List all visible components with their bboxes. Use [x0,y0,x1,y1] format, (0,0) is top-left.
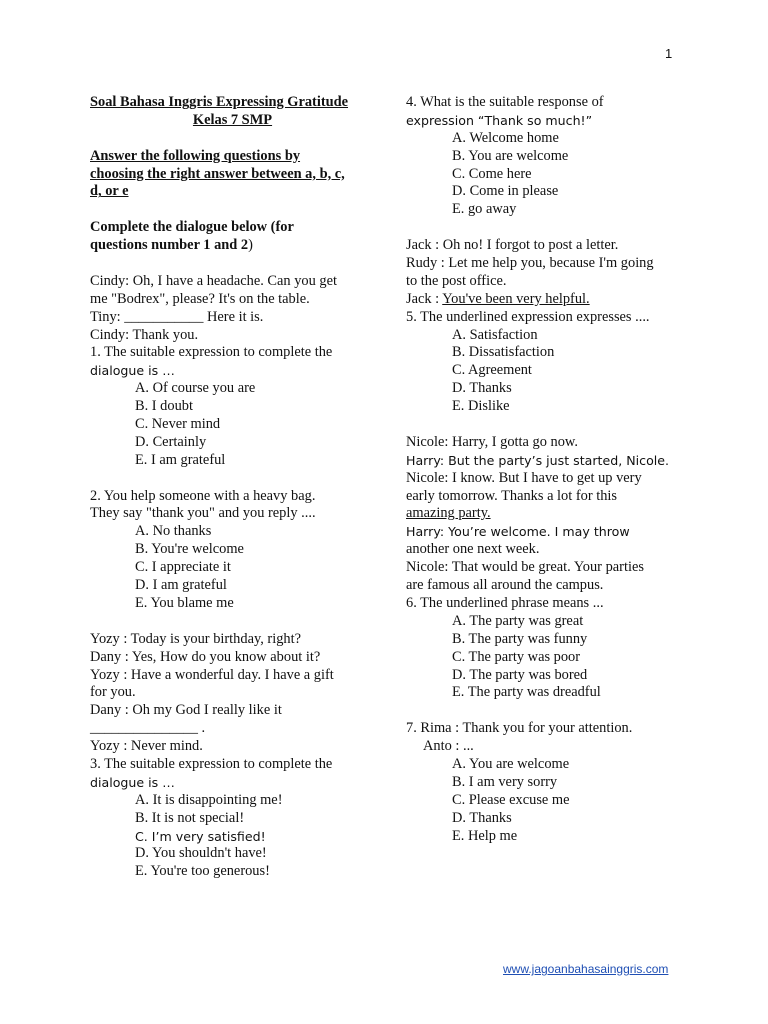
dialogue-line: Harry: But the party’s just started, Nicole. [406,452,670,468]
q6-option-b: B. The party was funny [452,630,588,647]
q3-option-b: B. It is not special! [135,809,245,826]
dialogue-line: Rudy : Let me help you, because I'm going [406,255,654,272]
dialogue-line: Nicole: Harry, I gotta go now. [406,433,578,450]
dialogue-line: Dany : Yes, How do you know about it? [90,648,321,665]
q1-option-a: A. Of course you are [135,380,256,397]
question-5: 5. The underlined expression expresses .... [406,308,650,325]
dialogue-line: Tiny: ___________ Here it is. [90,308,264,325]
q4-option-e: E. go away [452,201,517,218]
instruction-line: Answer the following questions by [90,147,301,164]
question-3: 3. The suitable expression to complete the [90,755,333,772]
q1-option-e: E. I am grateful [135,451,226,468]
question-4: 4. What is the suitable response of [406,94,604,110]
q7-option-e: E. Help me [452,827,518,844]
dialogue-line: Jack : Oh no! I forgot to post a letter. [406,237,619,254]
dialogue-line: Jack : You've been very helpful. [406,290,590,307]
q3-option-e: E. You're too generous! [135,863,270,880]
q2-option-b: B. You're welcome [135,541,244,558]
q5-option-d: D. Thanks [452,380,512,397]
q5-option-c: C. Agreement [452,362,532,379]
q1-option-b: B. I doubt [135,398,193,415]
dialogue-line: Yozy : Today is your birthday, right? [90,630,301,647]
page-number: 1 [665,46,673,61]
q6-option-a: A. The party was great [452,612,584,629]
q6-option-d: D. The party was bored [452,666,588,683]
dialogue-line: are famous all around the campus. [406,577,604,594]
dialogue-line: me "Bodrex", please? It's on the table. [90,290,310,307]
question-3-cont: dialogue is … [90,774,175,790]
q2-option-e: E. You blame me [135,594,234,611]
q5-option-a: A. Satisfaction [452,326,538,343]
question-7-cont: Anto : ... [423,738,474,755]
right-column [406,94,684,845]
q3-option-d: D. You shouldn't have! [135,845,267,862]
instruction-line: d, or e [90,183,129,200]
question-6: 6. The underlined phrase means ... [406,594,604,611]
question-7: 7. Rima : Thank you for your attention. [406,720,633,737]
q4-option-b: B. You are welcome [452,147,569,164]
q2-option-a: A. No thanks [135,523,212,540]
question-4-cont: expression “Thank so much!” [406,112,593,128]
underlined-phrase: amazing party. [406,505,491,522]
doc-title: Soal Bahasa Inggris Expressing Gratitude [90,94,349,110]
q7-option-a: A. You are welcome [452,755,570,772]
question-2-cont: They say "thank you" and you reply .... [90,505,316,522]
dialogue-intro: Complete the dialogue below (for [90,219,294,236]
q6-option-c: C. The party was poor [452,648,581,665]
question-2: 2. You help someone with a heavy bag. [90,487,316,504]
footer-website-link[interactable]: www.jagoanbahasainggris.com [503,962,669,976]
q5-option-b: B. Dissatisfaction [452,344,555,361]
q3-option-a: A. It is disappointing me! [135,791,283,808]
left-column [90,94,375,881]
q1-option-d: D. Certainly [135,433,207,450]
q5-option-e: E. Dislike [452,398,510,415]
dialogue-line: Cindy: Oh, I have a headache. Can you get [90,272,337,289]
q2-option-c: C. I appreciate it [135,559,231,576]
q7-option-c: C. Please excuse me [452,791,570,808]
dialogue-line: Harry: You’re welcome. I may throw [406,524,630,540]
underlined-expression: You've been very helpful. [442,290,590,307]
dialogue-line: _______________ . [90,720,206,737]
q7-option-b: B. I am very sorry [452,773,558,790]
dialogue-line: to the post office. [406,272,507,289]
dialogue-line: for you. [90,684,136,701]
doc-subtitle: Kelas 7 SMP [192,111,273,128]
q4-option-c: C. Come here [452,165,532,182]
dialogue-line: Dany : Oh my God I really like it [90,702,282,719]
q3-option-c: C. I’m very satisfied! [135,828,266,844]
dialogue-line: early tomorrow. Thanks a lot for this [406,487,618,504]
q4-option-d: D. Come in please [452,183,559,200]
instruction-line: choosing the right answer between a, b, c, [90,165,345,182]
q6-option-e: E. The party was dreadful [452,684,601,701]
dialogue-line: Cindy: Thank you. [90,326,199,343]
q7-option-d: D. Thanks [452,809,512,826]
dialogue-line: Nicole: That would be great. Your parties [406,559,644,576]
q1-option-c: C. Never mind [135,416,221,433]
dialogue-line: another one next week. [406,541,540,558]
q2-option-d: D. I am grateful [135,577,227,594]
q4-option-a: A. Welcome home [452,129,559,146]
question-1: 1. The suitable expression to complete the [90,344,333,361]
dialogue-line: Nicole: I know. But I have to get up very [406,469,642,486]
dialogue-intro: questions number 1 and 2) [90,237,253,254]
dialogue-line: Yozy : Never mind. [90,738,203,755]
question-1-cont: dialogue is … [90,363,175,379]
dialogue-line: Yozy : Have a wonderful day. I have a gift [90,666,334,683]
